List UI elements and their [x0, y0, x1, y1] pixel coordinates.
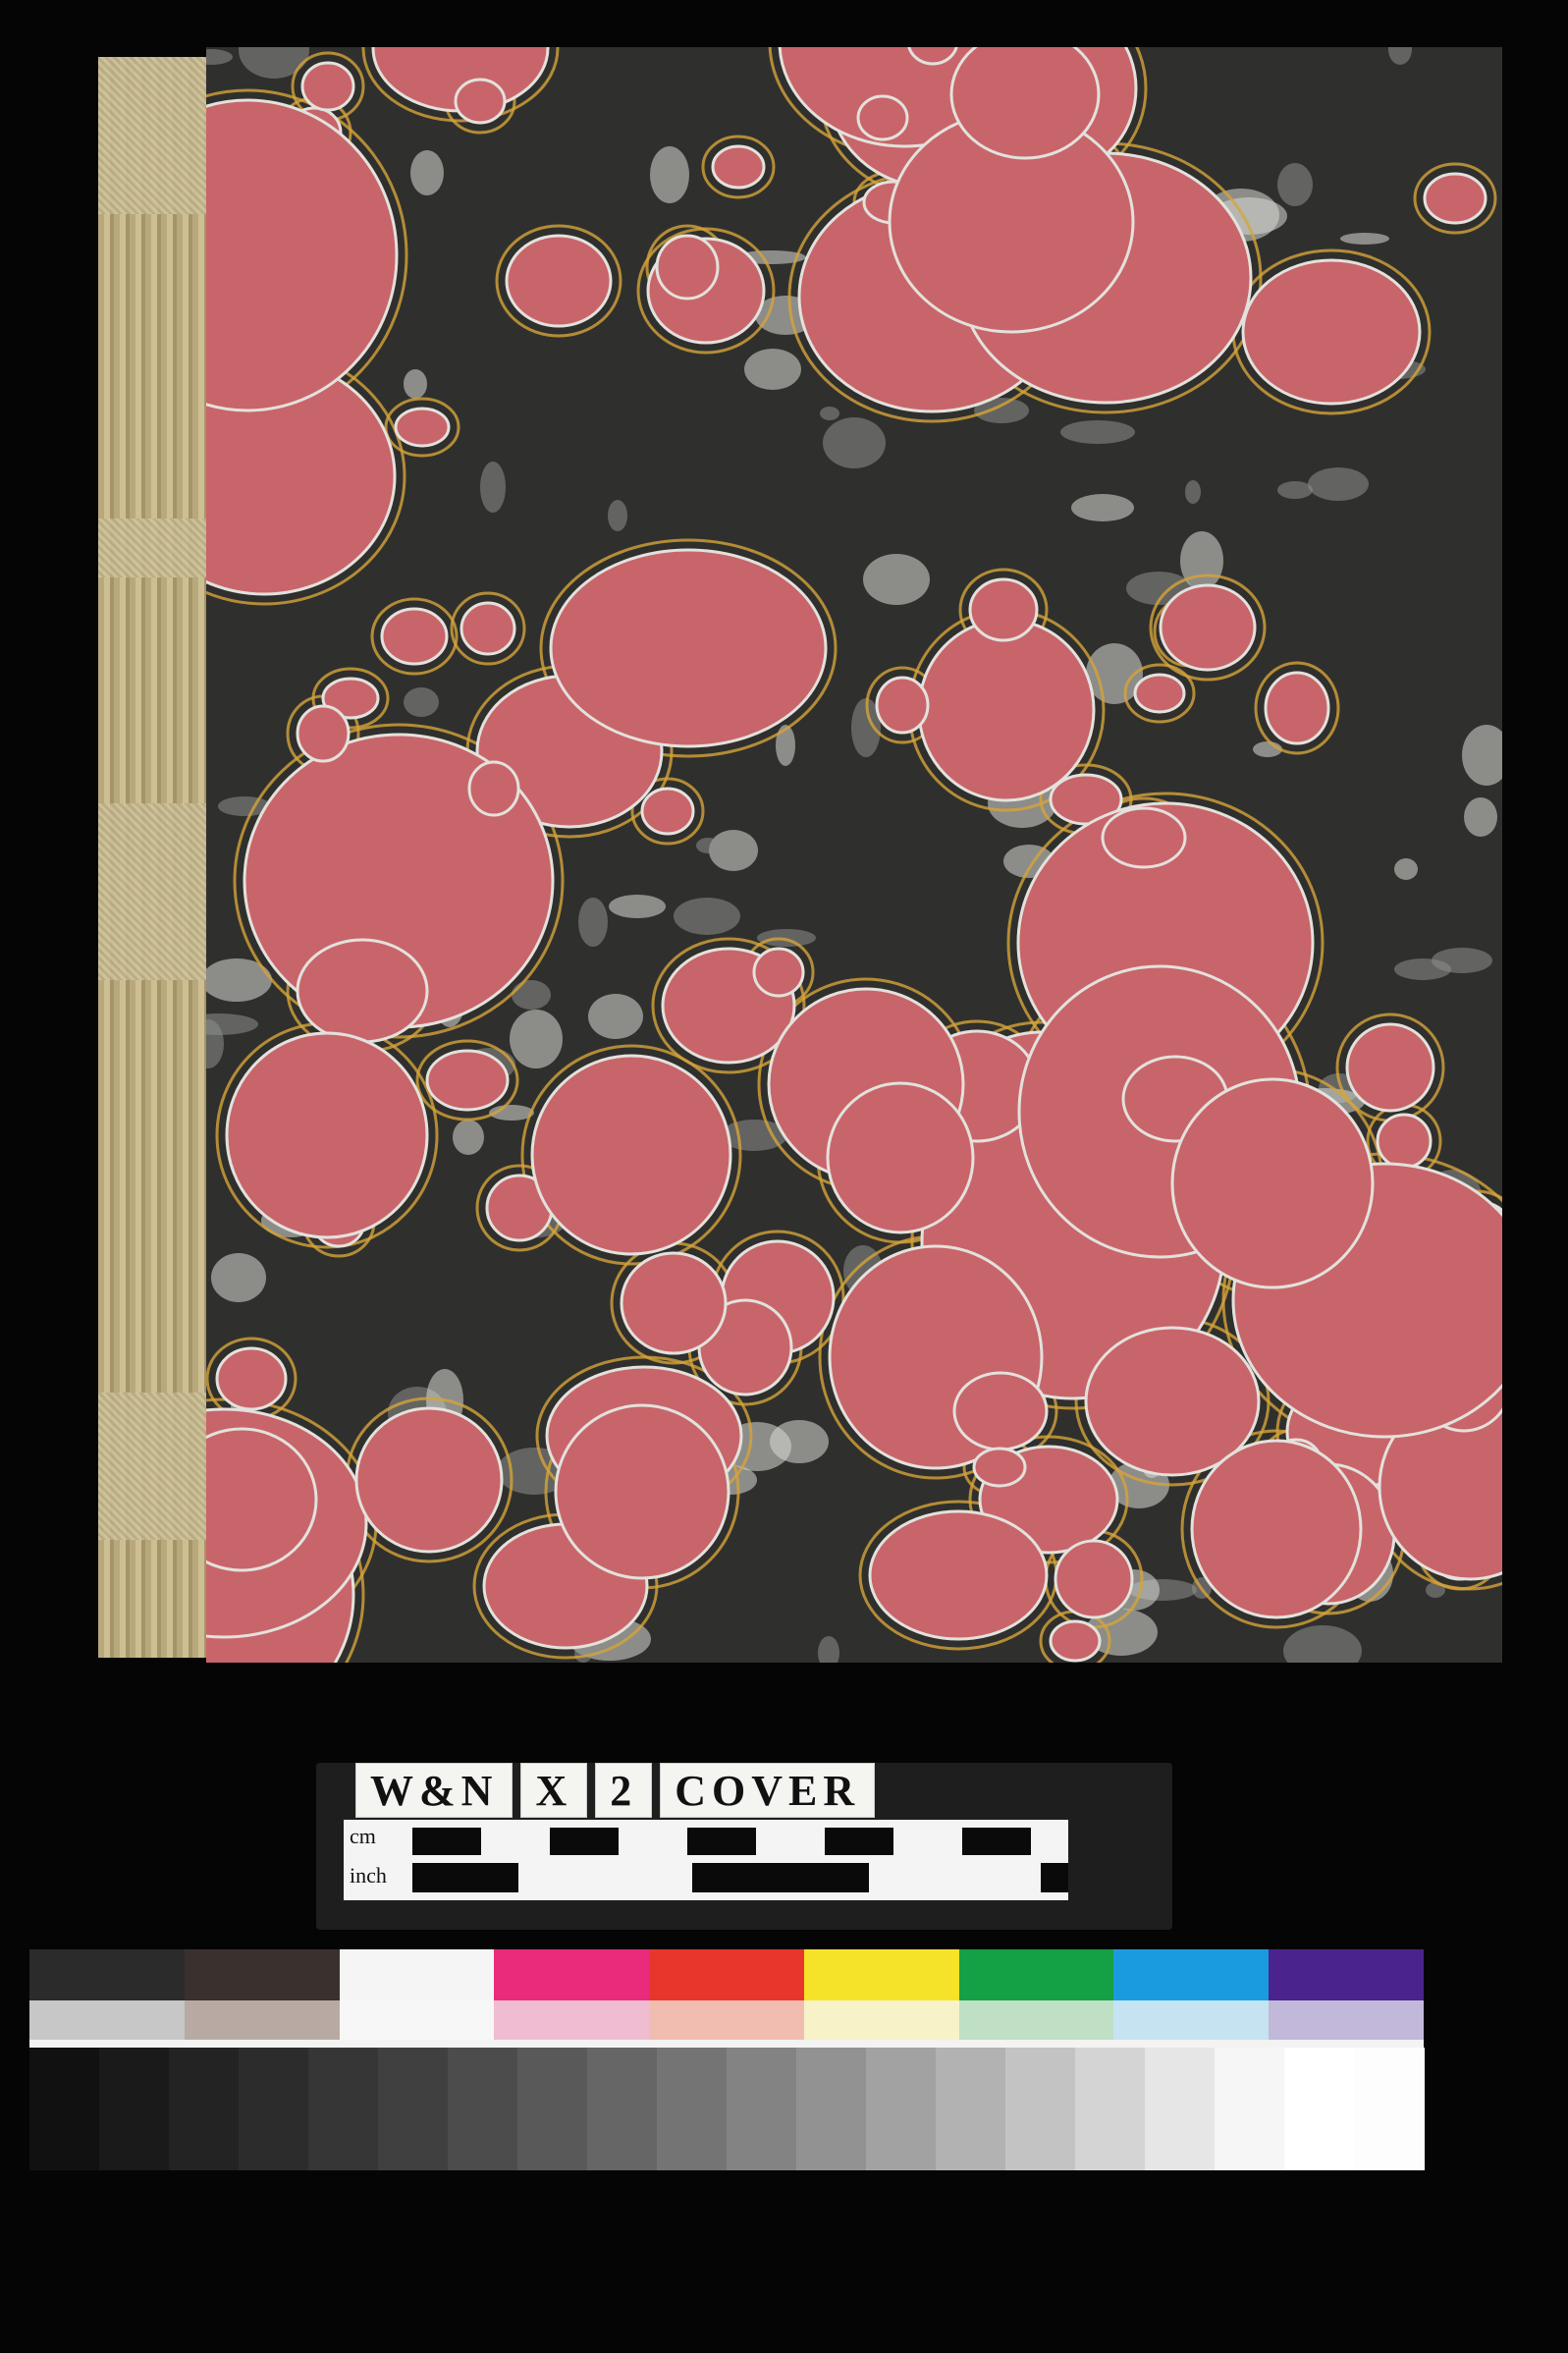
marble-pink-cell: [297, 706, 349, 761]
marble-fleck: [453, 1120, 484, 1155]
marble-pink-cell: [456, 80, 505, 123]
gray-step-patch: [378, 2048, 449, 2170]
marble-fleck: [410, 150, 444, 195]
marble-pink-cell: [1425, 174, 1486, 223]
book-spine: [98, 57, 209, 1658]
marble-pink-cell: [1055, 1541, 1132, 1617]
inch-scale-segment: [1041, 1863, 1068, 1892]
marble-pink-cell: [951, 47, 1099, 158]
marble-pink-cell: [622, 1253, 726, 1353]
label-tile: W&N: [355, 1763, 513, 1818]
color-patch-bottom: [1269, 2000, 1424, 2040]
marble-fleck: [211, 1253, 266, 1302]
gray-step-patch: [936, 2048, 1006, 2170]
marble-pink-cell: [1192, 1441, 1361, 1617]
marble-fleck: [823, 417, 886, 468]
color-patch-top: [1113, 1949, 1269, 2000]
color-patch-bottom: [1113, 2000, 1269, 2040]
gray-step-patch: [448, 2048, 518, 2170]
marble-fleck: [512, 980, 551, 1010]
gray-step-patch: [1075, 2048, 1146, 2170]
marble-fleck: [650, 146, 689, 203]
color-patch-top: [1269, 1949, 1424, 2000]
object-label: [355, 1763, 875, 1818]
marble-pink-cell: [507, 236, 611, 326]
marble-pink-cell: [356, 1408, 502, 1552]
label-tile: COVER: [660, 1763, 875, 1818]
marble-pink-cell: [217, 1348, 286, 1409]
marble-pink-cell: [1051, 1621, 1100, 1661]
marbled-cover: [206, 47, 1502, 1663]
cm-scale-segment: [962, 1828, 1031, 1855]
marble-fleck: [744, 349, 801, 390]
gray-step-patch: [796, 2048, 867, 2170]
marble-fleck: [578, 898, 608, 947]
marble-pink-cell: [1103, 808, 1185, 867]
color-patch-top: [29, 1949, 185, 2000]
marble-fleck: [1071, 494, 1134, 521]
color-patch-top: [959, 1949, 1114, 2000]
marble-pattern: [206, 47, 1502, 1663]
gray-step-patch: [239, 2048, 309, 2170]
marble-fleck: [1180, 531, 1223, 590]
marble-pink-cell: [642, 789, 693, 834]
measurement-scale: [344, 1820, 1068, 1900]
color-patch-top: [185, 1949, 340, 2000]
marble-fleck: [404, 687, 439, 717]
marble-fleck: [510, 1010, 563, 1068]
color-patch-top: [804, 1949, 959, 2000]
scale-unit-cm: cm: [350, 1824, 376, 1848]
gray-step-patch: [169, 2048, 240, 2170]
gray-step-patch: [1284, 2048, 1355, 2170]
marble-fleck: [1340, 233, 1389, 245]
marble-pink-cell: [396, 409, 449, 446]
scale-unit-inch: inch: [350, 1863, 387, 1888]
label-tile: 2: [595, 1763, 652, 1818]
marble-pink-cell: [954, 1373, 1047, 1450]
gray-step-patch: [517, 2048, 588, 2170]
label-tile: X: [520, 1763, 587, 1818]
marble-fleck: [1277, 481, 1313, 499]
cm-scale-segment: [412, 1828, 481, 1855]
marble-pink-cell: [877, 678, 928, 733]
color-patch-top: [494, 1949, 649, 2000]
marble-pink-cell: [919, 620, 1094, 800]
marble-fleck: [1277, 163, 1313, 206]
marble-fleck: [480, 462, 506, 513]
marble-pink-cell: [1347, 1024, 1433, 1111]
marble-pink-cell: [302, 63, 353, 110]
object-label-card: [316, 1763, 1172, 1930]
marble-pink-cell: [469, 762, 518, 815]
marble-fleck: [1464, 797, 1497, 837]
color-patch-top: [340, 1949, 495, 2000]
marble-pink-cell: [297, 940, 427, 1042]
spine-band: [98, 803, 206, 980]
marble-fleck: [1394, 858, 1418, 880]
gray-step-patch: [99, 2048, 170, 2170]
spine-band: [98, 1393, 206, 1540]
marble-pink-cell: [858, 96, 907, 139]
marble-fleck: [588, 994, 643, 1039]
marble-pink-cell: [828, 1083, 973, 1232]
marble-pink-cell: [1243, 260, 1420, 404]
marble-pink-cell: [970, 579, 1037, 640]
color-calibration-chart: [29, 1949, 1424, 2170]
gray-step-patch: [1145, 2048, 1216, 2170]
gray-step-patch: [1354, 2048, 1425, 2170]
color-patch-bottom: [494, 2000, 649, 2040]
marble-pink-cell: [1135, 675, 1184, 712]
gray-step-patch: [308, 2048, 379, 2170]
marble-pink-cell: [227, 1033, 427, 1237]
spine-band: [98, 57, 206, 214]
marble-pink-cell: [754, 949, 803, 996]
marble-fleck: [1060, 420, 1135, 444]
marble-pink-cell: [551, 550, 826, 746]
gray-step-patch: [727, 2048, 797, 2170]
marble-pink-cell: [657, 236, 718, 299]
marble-pink-cell: [427, 1051, 508, 1110]
marble-fleck: [863, 554, 930, 605]
gray-step-patch: [1005, 2048, 1076, 2170]
marble-fleck: [608, 500, 627, 531]
marble-pink-cell: [1266, 673, 1328, 743]
marble-pink-cell: [1161, 585, 1255, 670]
marble-pink-cell: [713, 146, 764, 188]
cm-scale-segment: [550, 1828, 619, 1855]
marble-pink-cell: [556, 1405, 729, 1578]
marble-pink-cell: [870, 1511, 1047, 1639]
marble-fleck: [1185, 480, 1201, 504]
color-patch-bottom: [340, 2000, 495, 2040]
gray-step-patch: [657, 2048, 728, 2170]
marble-pink-cell: [382, 609, 447, 664]
marble-pink-cell: [532, 1056, 730, 1254]
marble-fleck: [757, 929, 816, 947]
cm-scale-segment: [825, 1828, 893, 1855]
marble-fleck: [820, 407, 839, 420]
marbled-book: [98, 47, 1502, 1663]
color-patch-bottom: [959, 2000, 1114, 2040]
spine-band: [98, 519, 206, 577]
color-patch-bottom: [649, 2000, 804, 2040]
color-patch-bottom: [804, 2000, 959, 2040]
marble-fleck: [674, 898, 740, 935]
marble-fleck: [1308, 467, 1369, 501]
marble-pink-cell: [1172, 1079, 1373, 1287]
inch-scale-segment: [692, 1863, 869, 1892]
color-patch-bottom: [29, 2000, 185, 2040]
marble-fleck: [609, 895, 666, 918]
marble-pink-cell: [974, 1449, 1025, 1486]
gray-step-patch: [29, 2048, 100, 2170]
marble-fleck: [696, 838, 720, 853]
cm-scale-segment: [687, 1828, 756, 1855]
gray-step-patch: [587, 2048, 658, 2170]
marble-fleck: [404, 369, 427, 399]
color-patch-bottom: [185, 2000, 340, 2040]
marble-pink-cell: [1378, 1115, 1431, 1168]
gray-step-patch: [1215, 2048, 1285, 2170]
inch-scale-segment: [412, 1863, 518, 1892]
marble-fleck: [1394, 958, 1451, 980]
marble-pink-cell: [461, 603, 514, 654]
gray-step-patch: [866, 2048, 937, 2170]
color-patch-top: [649, 1949, 804, 2000]
